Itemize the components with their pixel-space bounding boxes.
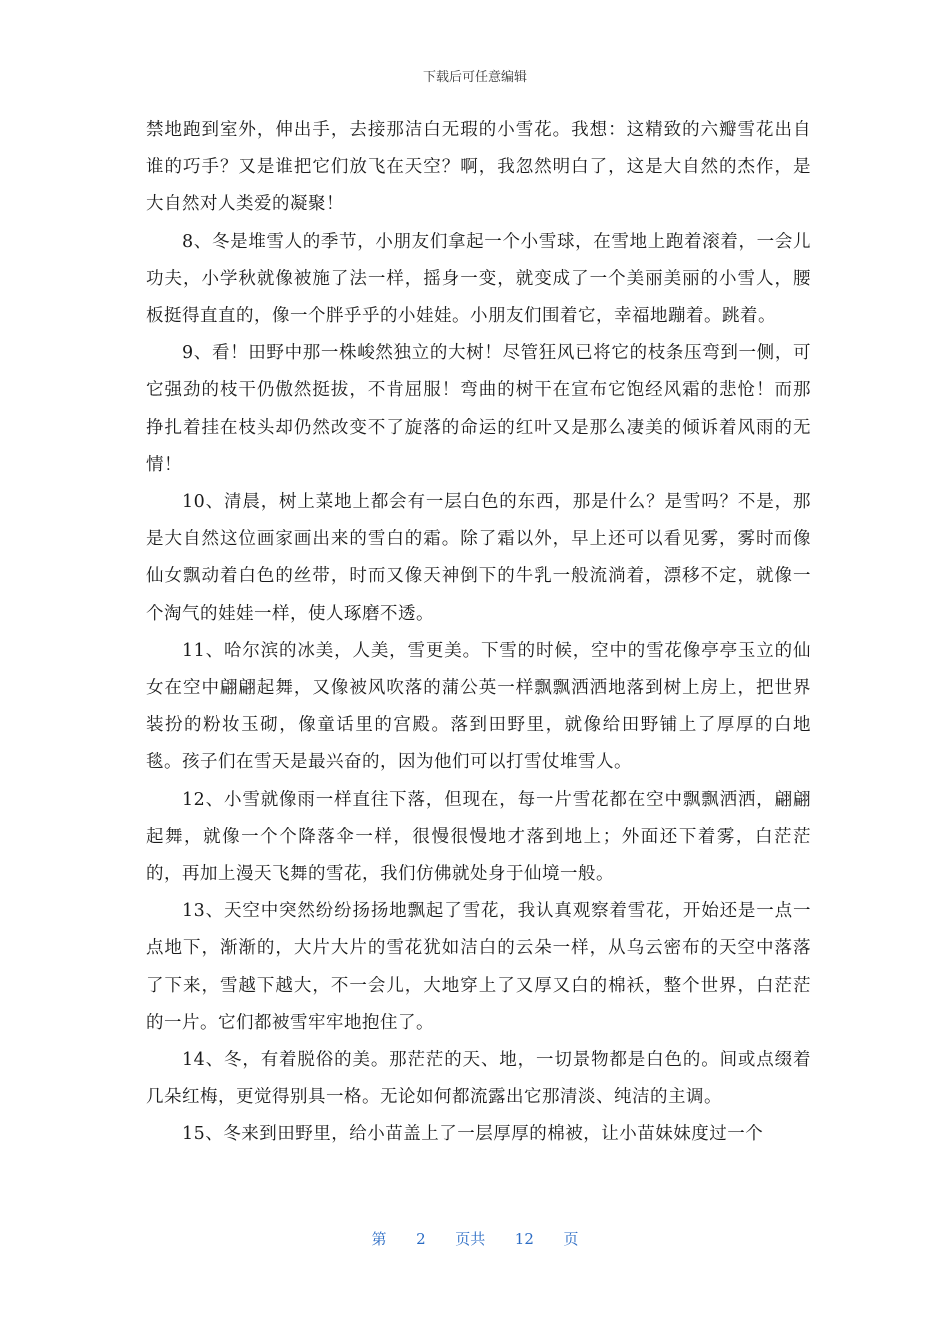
paragraph-13: 13、天空中突然纷纷扬扬地飘起了雪花，我认真观察着雪花，开始还是一点一点地下，渐渐的，大片大片的雪花犹如洁白的云朵一样，从乌云密布的天空中落落了下来，雪越下越大，不一会儿，大地穿上了又厚又白的棉袄，整个世界，白茫茫的一片。它们都被雪牢牢地抱住了。 [146,901,811,1033]
footer-middle: 页共 [455,1230,486,1248]
page-footer [0,1228,950,1249]
paragraph-10: 10、清晨，树上菜地上都会有一层白色的东西，那是什么？是雪吗？不是，那是大自然这位画家画出来的雪白的霜。除了霜以外，早上还可以看见雾，雾时而像仙女飘动着白色的丝带，时而又像天神倒下的牛乳一般流淌着，漂移不定，就像一个淘气的娃娃一样，使人琢磨不透。 [146,492,811,624]
paragraph-14: 14、冬，有着脱俗的美。那茫茫的天、地，一切景物都是白色的。间或点缀着几朵红梅，更觉得别具一格。无论如何都流露出它那清淡、纯洁的主调。 [146,1050,811,1108]
footer-total-pages: 12 [514,1230,534,1248]
footer-page-number: 2 [416,1230,426,1248]
paragraph-9: 9、看！田野中那一株峻然独立的大树！尽管狂风已将它的枝条压弯到一侧，可它强劲的枝干仍傲然挺拔，不肯屈服！弯曲的树干在宣布它饱经风霜的悲怆！而那挣扎着挂在枝头却仍然改变不了旋落的命运的红叶又是那么凄美的倾诉着风雨的无情！ [146,343,811,475]
page-header: 下载后可任意编辑 [422,70,527,85]
paragraph-15: 15、冬来到田野里，给小苗盖上了一层厚厚的棉被，让小苗妹妹度过一个 [182,1124,764,1145]
paragraph-11: 11、哈尔滨的冰美，人美，雪更美。下雪的时候，空中的雪花像亭亭玉立的仙女在空中翩翩起舞，又像被风吹落的蒲公英一样飘飘洒洒地落到树上房上，把世界装扮的粉妆玉砌，像童话里的宫殿。落到田野里，就像给田野铺上了厚厚的白地毯。孩子们在雪天是最兴奋的，因为他们可以打雪仗堆雪人。 [146,640,811,773]
paragraph-8: 8、冬是堆雪人的季节，小朋友们拿起一个小雪球，在雪地上跑着滚着，一会儿功夫，小学秋就像被施了法一样，摇身一变，就变成了一个美丽美丽的小雪人，腰板挺得直直的，像一个胖乎乎的小娃娃。小朋友们围着它，幸福地蹦着。跳着。 [146,231,811,327]
footer-prefix: 第 [371,1230,387,1248]
paragraph-continuation: 禁地跑到室外，伸出手，去接那洁白无瑕的小雪花。我想：这精致的六瓣雪花出自谁的巧手？又是谁把它们放飞在天空？啊，我忽然明白了，这是大自然的杰作，是大自然对人类爱的凝聚！ [146,120,811,215]
paragraph-12: 12、小雪就像雨一样直往下落，但现在，每一片雪花都在空中飘飘洒洒，翩翩起舞，就像一个个降落伞一样，很慢很慢地才落到地上；外面还下着雾，白茫茫的，再加上漫天飞舞的雪花，我们仿佛就处身于仙境一般。 [146,789,811,885]
document-body [146,112,811,1154]
footer-suffix: 页 [563,1230,579,1248]
